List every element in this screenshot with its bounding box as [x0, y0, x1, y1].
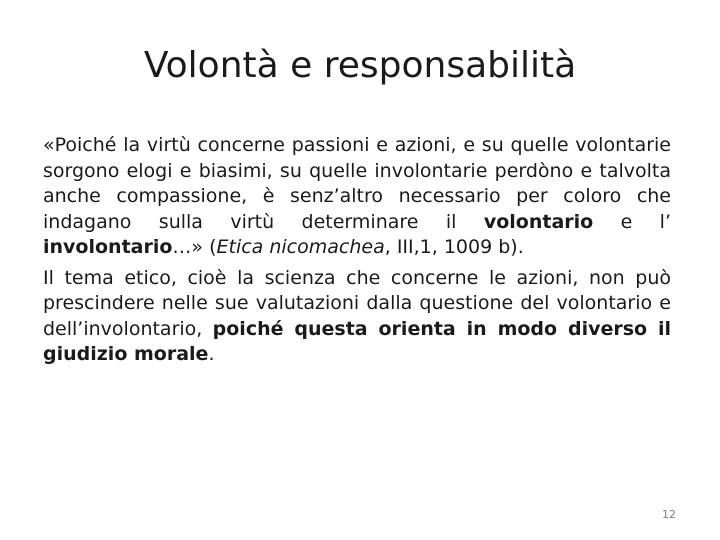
slide-title: Volontà e responsabilità — [143, 45, 577, 86]
quote-text-2: e l’ — [593, 210, 671, 233]
quote-text-3: …» ( — [172, 236, 217, 258]
term-volontario: volontario — [483, 210, 594, 233]
work-title: Etica nicomachea — [216, 236, 385, 258]
slide-body — [43, 133, 671, 368]
commentary-text-2: . — [208, 343, 215, 365]
page-number: 12 — [662, 508, 676, 521]
commentary-emphasis: poiché questa orienta in modo diverso il giudizio morale — [43, 317, 671, 365]
commentary-text-1: Il tema etico, cioè la scienza che concerne le azioni, non può prescindere nelle sue valutazioni dalla questione del volontario e dell’involontario, — [43, 266, 671, 340]
quote-text-1: «Poiché la virtù concerne passioni e azioni, e su quelle volontarie sorgono elogi e biasimi, su quelle involontarie perdòno e talvolta anche compassione, è senz’altro necessario per coloro che indagano sulla virtù determinare il — [43, 134, 671, 233]
quote-paragraph — [43, 133, 671, 261]
term-involontario: involontario — [43, 236, 173, 258]
commentary-paragraph — [43, 266, 671, 368]
citation-ref: , III,1, 1009 b). — [384, 236, 524, 258]
